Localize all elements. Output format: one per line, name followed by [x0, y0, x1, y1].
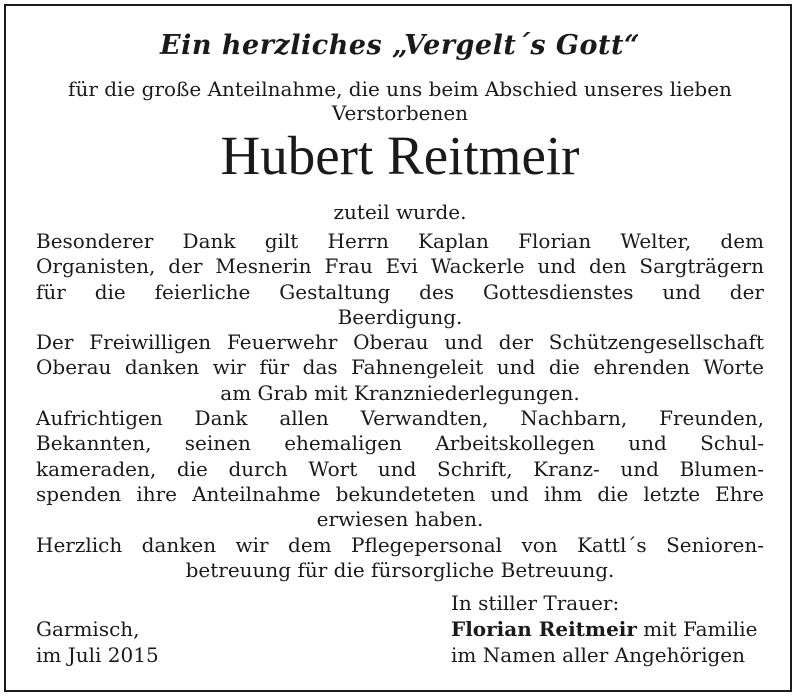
mourner-line — [451, 616, 757, 642]
mourning-label: In stiller Trauer: — [451, 591, 620, 615]
date: im Juli 2015 — [36, 643, 159, 667]
mourner-suffix: mit Familie — [636, 617, 758, 641]
place: Garmisch, — [36, 617, 140, 641]
received-line: zuteil wurde. — [333, 200, 467, 224]
body-line: für die feierliche Gestaltung des Gottesdienstes und der — [36, 279, 764, 304]
body-line: Aufrichtigen Dank allen Verwandten, Nachbarn, Freunden, — [36, 406, 764, 431]
signature-block — [451, 590, 757, 668]
body-line: erwiesen haben. — [316, 507, 484, 532]
body-line: am Grab mit Kranzniederlegungen. — [220, 380, 580, 405]
deceased-name: Hubert Reitmeir — [220, 125, 580, 186]
place-date — [36, 616, 159, 668]
headline: Ein herzliches „Vergelt´s Gott“ — [160, 30, 640, 61]
intro-line-2: Verstorbenen — [331, 101, 469, 125]
intro-line-1: für die große Anteilnahme, die uns beim Abschied unseres lieben — [68, 77, 732, 101]
body-line: Organisten, der Mesnerin Frau Evi Wackerle und den Sargträgern — [36, 254, 764, 279]
body-line: Bekannten, seinen ehemaligen Arbeitskollegen und Schul- — [36, 431, 764, 456]
body-line: Oberau danken wir für das Fahnengeleit und die ehrenden Worte — [36, 355, 764, 380]
relatives-line: im Namen aller Angehörigen — [451, 643, 746, 667]
body-line: Der Freiwilligen Feuerwehr Oberau und der Schützengesellschaft — [36, 330, 764, 355]
mourner-name: Florian Reitmeir — [451, 617, 637, 641]
body-line: Beerdigung. — [337, 304, 463, 329]
body-line: betreuung für die fürsorgliche Betreuung. — [185, 557, 615, 582]
body-line: Besonderer Dank gilt Herrn Kaplan Florian Welter, dem — [36, 229, 764, 253]
body-line: kameraden, die durch Wort und Schrift, Kranz- und Blumen- — [36, 456, 764, 481]
body-line: Herzlich danken wir dem Pflegepersonal von Kattl´s Senioren- — [36, 532, 764, 557]
body-line: spenden ihre Anteilnahme bekundeteten und ihm die letzte Ehre — [36, 481, 764, 506]
body-text — [36, 229, 764, 583]
